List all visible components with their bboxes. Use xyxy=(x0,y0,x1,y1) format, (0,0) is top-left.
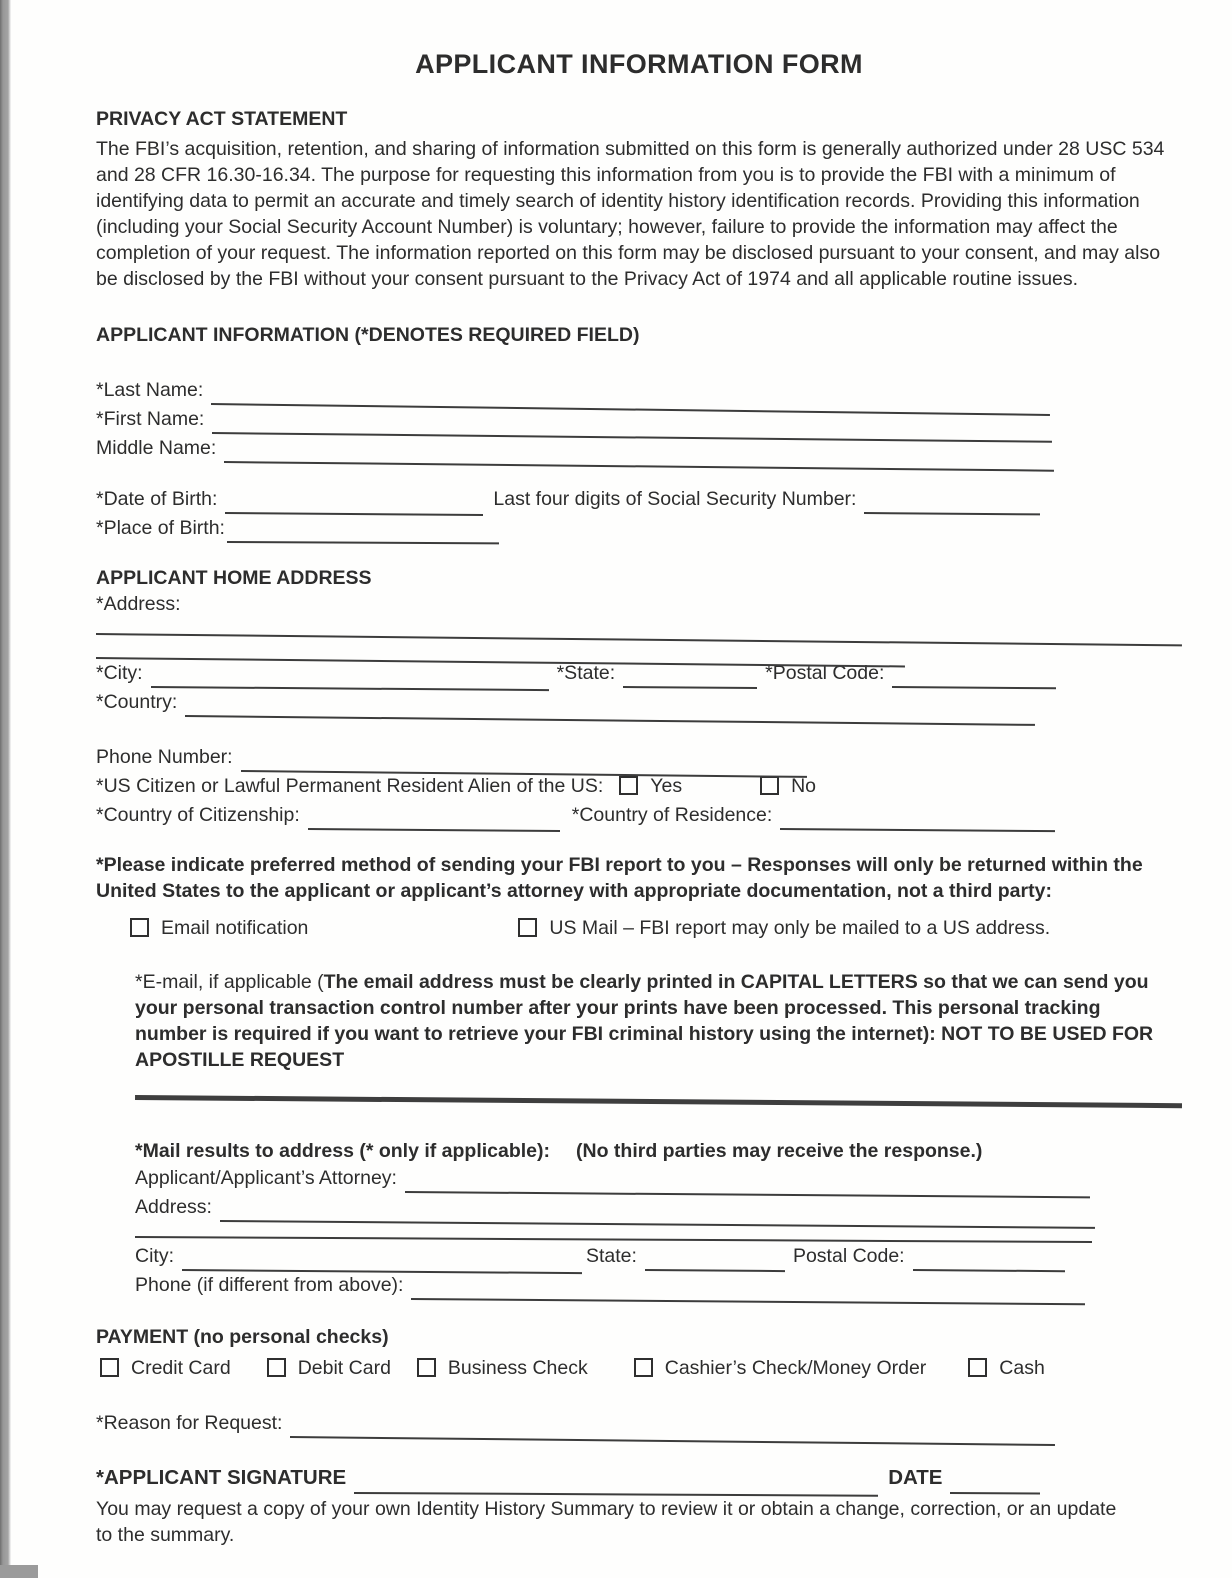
page-title: APPLICANT INFORMATION FORM xyxy=(415,49,863,79)
reason-row xyxy=(96,1409,1055,1438)
attorney-label: Applicant/Applicant’s Attorney: xyxy=(135,1167,397,1189)
country-line[interactable] xyxy=(185,693,1035,726)
phone-row xyxy=(96,743,807,772)
privacy-act-body: The FBI’s acquisition, retention, and sharing of information submitted on this form is generally authorized under 28 USC 534 and 28 CFR 16.30-16.34. The purpose for requesting this information from you is to provide the FBI with a minimum of identifying data to permit an accurate and timely search of identity history identification records. Providing this information (including your Social Security Account Number) is voluntary; however, failure to provide the information may affect the completion of your request. The information reported on this form may be disclosed pursuant to your consent, and may also be disclosed by the FBI without your consent pursuant to the Privacy Act of 1974 and all applicable routine issues. xyxy=(96,138,1165,290)
debit-card-label: Debit Card xyxy=(297,1357,391,1379)
citizen-question-label: *US Citizen or Lawful Permanent Resident Alien of the US: xyxy=(96,775,604,797)
home-address-heading: APPLICANT HOME ADDRESS xyxy=(96,567,372,589)
place-of-birth-label: *Place of Birth: xyxy=(96,517,225,539)
scan-corner-shadow xyxy=(0,1565,38,1578)
address-line-1[interactable] xyxy=(96,633,1182,646)
middle-name-line[interactable] xyxy=(224,439,1054,472)
debit-card-checkbox[interactable] xyxy=(267,1358,286,1377)
phone-number-label: Phone Number: xyxy=(96,746,233,768)
business-check-checkbox[interactable] xyxy=(417,1358,436,1377)
date-label: DATE xyxy=(888,1466,943,1489)
signature-row xyxy=(96,1462,1040,1494)
cashiers-check-checkbox[interactable] xyxy=(634,1358,653,1377)
residence-line[interactable] xyxy=(780,806,1055,832)
citizen-no-label: No xyxy=(791,775,817,797)
mail-address-label: Address: xyxy=(135,1196,212,1218)
mail-phone-line[interactable] xyxy=(411,1276,1085,1305)
first-name-label: *First Name: xyxy=(96,408,205,430)
home-city-row xyxy=(96,659,1182,688)
email-note-bold: The email address must be clearly printed in CAPITAL LETTERS so that we can send you your personal transaction control number after your prints have been processed. This personal tracking number is required if you want to retrieve your FBI criminal history using the internet): NOT TO BE USED FOR APOSTILLE REQUEST xyxy=(135,971,1154,1071)
country-label: *Country: xyxy=(96,691,178,713)
home-country-row xyxy=(96,688,1035,717)
applicant-info-heading: APPLICANT INFORMATION (*DENOTES REQUIRED FIELD) xyxy=(96,324,640,346)
mail-city-row xyxy=(135,1242,1182,1271)
privacy-act-heading: PRIVACY ACT STATEMENT xyxy=(96,108,348,130)
signature-note: You may request a copy of your own Identity History Summary to review it or obtain a change, correction, or an update to the summary. xyxy=(96,1498,1117,1546)
signature-line[interactable] xyxy=(354,1470,878,1497)
citizenship-label: *Country of Citizenship: xyxy=(96,804,300,826)
citizen-yes-label: Yes xyxy=(650,775,683,797)
middle-name-label: Middle Name: xyxy=(96,437,217,459)
payment-heading: PAYMENT (no personal checks) xyxy=(96,1326,389,1348)
signature-label: *APPLICANT SIGNATURE xyxy=(96,1466,347,1489)
mail-results-note: (No third parties may receive the response.) xyxy=(576,1140,983,1162)
last-name-row xyxy=(96,376,1050,405)
city-line[interactable] xyxy=(151,664,549,691)
business-check-label: Business Check xyxy=(447,1357,588,1379)
credit-card-label: Credit Card xyxy=(131,1357,231,1379)
delivery-options-row xyxy=(96,914,1182,943)
mail-results-heading: *Mail results to address (* only if applicable): xyxy=(135,1140,551,1162)
email-notification-label: Email notification xyxy=(161,917,309,939)
mail-postal-label: Postal Code: xyxy=(792,1245,905,1267)
credit-card-checkbox[interactable] xyxy=(100,1358,119,1377)
cashiers-check-label: Cashier’s Check/Money Order xyxy=(664,1357,927,1379)
us-mail-checkbox[interactable] xyxy=(518,918,537,937)
residence-label: *Country of Residence: xyxy=(571,804,773,826)
mail-address-line-1[interactable] xyxy=(220,1198,1095,1229)
cash-label: Cash xyxy=(999,1357,1045,1379)
citizen-question-row xyxy=(96,772,1182,801)
city-label: *City: xyxy=(96,662,143,684)
citizen-no-checkbox[interactable] xyxy=(760,776,779,795)
citizenship-row xyxy=(96,801,1055,830)
section-divider xyxy=(135,1095,1182,1108)
state-label: *State: xyxy=(556,662,616,684)
payment-options-row xyxy=(96,1354,1182,1383)
postal-code-line[interactable] xyxy=(892,664,1056,689)
email-notification-checkbox[interactable] xyxy=(130,918,149,937)
mail-state-label: State: xyxy=(586,1245,637,1267)
postal-code-label: *Postal Code: xyxy=(765,662,885,684)
email-note xyxy=(135,969,1164,1073)
mail-city-line[interactable] xyxy=(182,1247,582,1274)
ssn-last4-label: Last four digits of Social Security Number: xyxy=(493,488,857,510)
date-line[interactable] xyxy=(950,1470,1040,1494)
mail-phone-label: Phone (if different from above): xyxy=(135,1274,404,1296)
date-of-birth-line[interactable] xyxy=(225,490,483,516)
mail-postal-line[interactable] xyxy=(913,1247,1066,1272)
email-note-prefix: *E-mail, if applicable ( xyxy=(135,971,324,993)
us-mail-label: US Mail – FBI report may only be mailed to a US address. xyxy=(549,917,1051,939)
mail-city-label: City: xyxy=(135,1245,174,1267)
date-of-birth-label: *Date of Birth: xyxy=(96,488,218,510)
dob-ssn-row xyxy=(96,485,1040,514)
citizenship-line[interactable] xyxy=(308,806,560,832)
pob-row xyxy=(96,514,1182,543)
attorney-row xyxy=(135,1164,1090,1193)
address-label: *Address: xyxy=(96,593,181,615)
place-of-birth-line[interactable] xyxy=(227,519,499,544)
citizen-yes-checkbox[interactable] xyxy=(619,776,638,795)
reason-label: *Reason for Request: xyxy=(96,1412,283,1434)
state-line[interactable] xyxy=(623,664,757,689)
ssn-last4-line[interactable] xyxy=(864,490,1040,515)
mail-results-heading-row xyxy=(135,1138,1182,1164)
mail-phone-row xyxy=(135,1271,1085,1300)
reason-line[interactable] xyxy=(290,1414,1055,1446)
mail-address-row xyxy=(135,1193,1095,1222)
cash-checkbox[interactable] xyxy=(968,1358,987,1377)
delivery-method-intro: *Please indicate preferred method of sending your FBI report to you – Responses will only be returned within the United States to the applicant or applicant’s attorney with appropriate documentation, not a third party: xyxy=(96,854,1143,902)
last-name-label: *Last Name: xyxy=(96,379,204,401)
mail-state-line[interactable] xyxy=(645,1247,785,1272)
